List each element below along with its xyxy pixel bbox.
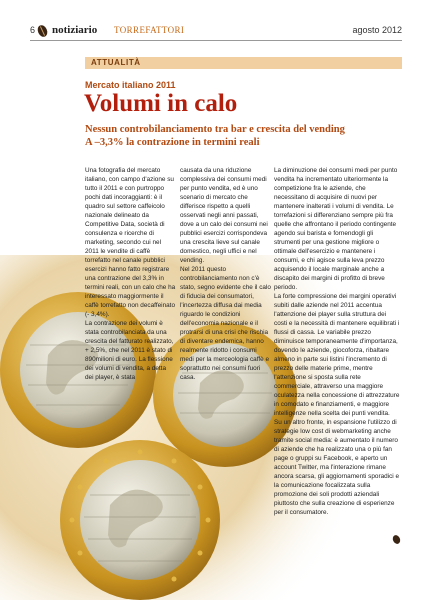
article-title: Volumi in calo [84, 90, 238, 117]
article-kicker: Mercato italiano 2011 [85, 80, 176, 90]
article-column-2 [180, 166, 271, 382]
magazine-brand: notiziario [52, 24, 98, 36]
coffee-bean-end-icon [391, 534, 401, 545]
article-subtitle-1: Nessun controbilanciamento tra bar e crescita del vending [85, 124, 345, 135]
paragraph: La forte compressione dei margini operativi subiti dalle aziende nel 2011 accentua l'attenzione dei player sulla struttura dei costi e la necessità di mantenere equilibrati i flussi di cassa. Le variabile prezzo diminuisce temporaneamente d'importanza, dovendo le aziende, giocoforza, ribaltare almeno in parte sui listini l'incremento di prezzo delle materie prime, mentre l'attenzione si sposta sulla rete commerciale, attraverso una maggiore oculatezza nella concessione di attrezzature in comodato e finanziamenti, e maggiore intelligenze nella scelta dei punti vendita. [274, 293, 400, 417]
header-divider [30, 40, 402, 41]
section-label: ATTUALITÀ [91, 58, 141, 67]
paragraph: Nel 2011 questo controbilanciamento non c'è stato, segno evidente che il calo di fiducia dei consumatori, l'incertezza diffusa dai media riguardo le condizioni dell'economia nazionale e il protrarsi di una crisi che rischia di diventare endemica, hanno realmente ridotto i consumi medi per la merceologia caffè e soprattutto nei consumi fuori casa. [180, 266, 271, 381]
section-bar [85, 57, 402, 69]
issue-date: agosto 2012 [352, 25, 402, 35]
paragraph: causata da una riduzione complessiva dei consumi medi per punto vendita, ed è uno scenario di mercato che differisce rispetto a quelli osservati negli anni passati, dove a un calo dei consumi nei pubblici esercizi corrispondeva una crescita lieve sul canale domestico, negli uffici e nel vending. [180, 167, 268, 264]
paragraph: La contrazione dei volumi è stata controbilanciata da una crescita del fatturato realizzato, + 2,5%, che nel 2011 è stato di 890milioni di euro. La flessione dei volumi di vendita, a detta dei player, è stata [85, 320, 174, 381]
page-header [30, 24, 402, 40]
article-column-3 [274, 166, 400, 517]
paragraph: Una fotografia del mercato italiano, con campo d'azione su tutto il 2011 e con purtroppo pochi dati incoraggianti: è il quadro sul settore caffeicolo nazionale delineato da Competitive Data, società di consulenza e ricerche di marketing, secondo cui nel 2011 le vendite di caffè torrefatto nel canale pubblici esercizi hanno fatto registrare una contrazione del 3,3% in termini reali, con un calo che ha interessato maggiormente il caffè torrefatto non decaffeinato (- 3,4%). [85, 167, 176, 318]
euro-coin-bottom [60, 440, 220, 600]
article-column-1 [85, 166, 176, 382]
paragraph: La diminuzione dei consumi medi per punto vendita ha incrementato ulteriormente la competizione fra le aziende, che necessitano di acquisire di nuovi per mantenere inalterati i volumi di vendita. Le torrefazioni si differenziano sempre più fra quelle che affrontano il periodo contingente agendo sui barista e fornendogli gli strumenti per una gestione migliore o ottimale dell'esercizio e mantenere i consumi, e chi agisce sulla leva prezzo acquisendo il locale marginale anche a discapito dei margini di profitto di breve periodo. [274, 167, 398, 291]
paragraph: Su un altro fronte, in espansione l'utilizzo di strategie low cost di webmarketing anche tramite social media: è aumentato il numero di aziende che ha realizzato una o più fan page o gruppi su Facebook, e aperto un account Twitter, ma l'interazione rimane ancora scarsa, gli aggiornamenti sporadici e la comunicazione focalizzata sulla promozione dei soli prodotti aziendali piuttosto che sulla creazione di esperienze per il consumatore. [274, 419, 400, 516]
article-subtitle-2: A –3,3% la contrazione in termini reali [85, 137, 260, 148]
magazine-brand-subtitle: TORREFATTORI [114, 25, 185, 35]
coffee-bean-icon [36, 24, 49, 39]
page-number: 6 [30, 25, 36, 35]
